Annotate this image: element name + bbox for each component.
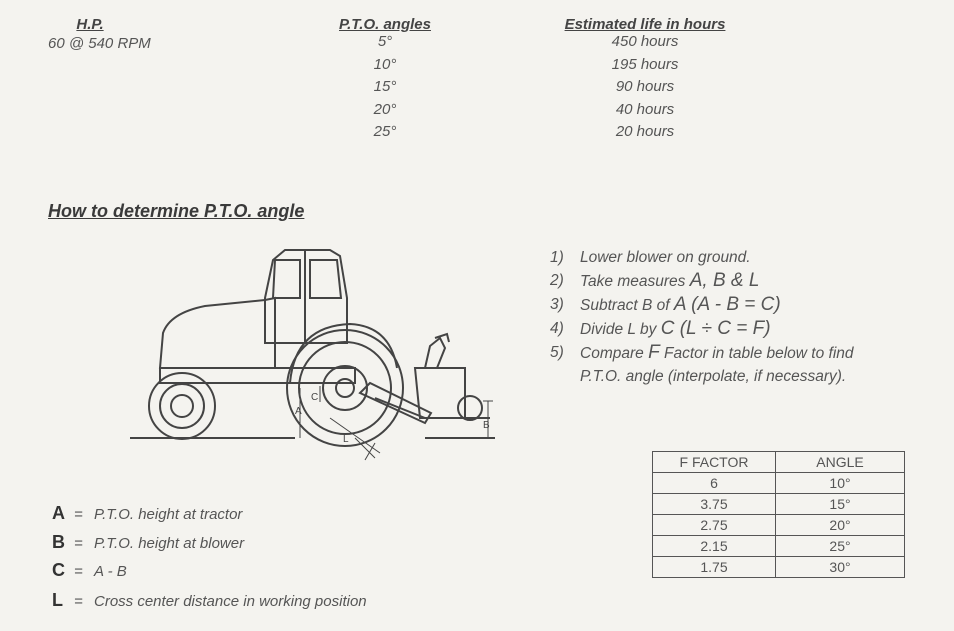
- legend-text: P.T.O. height at tractor: [94, 506, 243, 523]
- angle-cell: 20°: [776, 515, 905, 536]
- legend-item: [52, 503, 242, 524]
- step-text-part: C (L ÷ C = F): [660, 318, 771, 339]
- label-a: A: [295, 406, 302, 417]
- angle-value: 20°: [373, 100, 397, 118]
- angle-cell: 30°: [776, 557, 905, 578]
- angle-value: 25°: [373, 123, 397, 140]
- factor-table: [652, 451, 905, 578]
- step-text-part: A (A - B = C): [673, 294, 781, 315]
- step-number: 2): [550, 272, 564, 289]
- step-text-part: Factor in table below to find P.T.O. angle (interpolate, if necessary).: [580, 345, 854, 385]
- life-value: 90 hours: [615, 78, 675, 95]
- step-text: [580, 317, 771, 341]
- angle-cell: 15°: [776, 494, 905, 515]
- tractor-hood: [160, 298, 275, 368]
- factor-cell: 2.75: [653, 515, 776, 536]
- legend-symbol: A: [52, 503, 65, 523]
- legend-symbol: C: [52, 560, 65, 580]
- step-text: [580, 293, 781, 317]
- hp-header: H.P.: [76, 16, 104, 33]
- hp-column: [40, 16, 200, 53]
- step-text: [580, 246, 751, 269]
- tractor-diagram: [125, 238, 525, 466]
- table-row: [653, 515, 905, 536]
- legend-item: [52, 532, 244, 553]
- angle-value: 5°: [377, 33, 393, 50]
- legend-equals: =: [74, 593, 83, 610]
- legend-symbol: B: [52, 532, 65, 552]
- step-item: [550, 269, 870, 293]
- life-value: 450 hours: [611, 33, 679, 50]
- angle-value: 10°: [373, 55, 397, 73]
- label-b: B: [483, 420, 490, 431]
- step-number: 4): [550, 320, 564, 337]
- step-text-part: Divide L by: [580, 321, 661, 338]
- step-text-part: Lower blower on ground.: [580, 249, 751, 266]
- step-number: 1): [550, 249, 564, 266]
- life-value: 195 hours: [611, 55, 679, 73]
- legend-symbol: L: [52, 590, 63, 610]
- angle-value: 15°: [373, 78, 397, 95]
- step-number: 3): [550, 296, 564, 313]
- angle-cell: 10°: [776, 473, 905, 494]
- step-text-part: A, B & L: [689, 270, 760, 291]
- step-text: [580, 341, 870, 388]
- step-text-part: Subtract B of: [580, 297, 674, 314]
- table-row: [653, 557, 905, 578]
- label-c: C: [311, 392, 319, 403]
- step-text-part: Compare: [580, 345, 649, 362]
- factor-cell: 2.15: [653, 536, 776, 557]
- table-row: [653, 536, 905, 557]
- step-item: [550, 293, 870, 317]
- step-text-part: Take measures: [580, 273, 690, 290]
- step-item: [550, 341, 870, 388]
- angles-column: [300, 16, 470, 144]
- angles-header: P.T.O. angles: [339, 16, 431, 33]
- factor-cell: 3.75: [653, 494, 776, 515]
- legend-equals: =: [74, 563, 83, 580]
- legend-equals: =: [74, 506, 83, 523]
- steps-list: [550, 246, 870, 388]
- angle-cell: 25°: [776, 536, 905, 557]
- step-item: [550, 246, 870, 269]
- factor-header: F FACTOR: [653, 452, 776, 473]
- step-item: [550, 317, 870, 341]
- life-column: [530, 16, 760, 144]
- step-text: [580, 269, 759, 293]
- angle-header: ANGLE: [776, 452, 905, 473]
- life-value: 20 hours: [615, 123, 675, 140]
- table-row: [653, 473, 905, 494]
- legend-item: [52, 560, 127, 581]
- life-value: 40 hours: [615, 100, 675, 118]
- legend-item: [52, 590, 367, 611]
- section-title: How to determine P.T.O. angle: [48, 201, 305, 221]
- life-header: Estimated life in hours: [564, 16, 726, 33]
- step-number: 5): [550, 344, 564, 361]
- factor-cell: 6: [653, 473, 776, 494]
- label-l: L: [343, 434, 349, 445]
- legend-text: P.T.O. height at blower: [94, 535, 245, 552]
- factor-cell: 1.75: [653, 557, 776, 578]
- legend-text: Cross center distance in working position: [94, 593, 367, 610]
- legend-equals: =: [74, 535, 83, 552]
- table-row: [653, 494, 905, 515]
- step-text-part: F: [648, 342, 660, 363]
- hp-value: 60 @ 540 RPM: [48, 35, 151, 52]
- legend-text: A - B: [94, 563, 127, 580]
